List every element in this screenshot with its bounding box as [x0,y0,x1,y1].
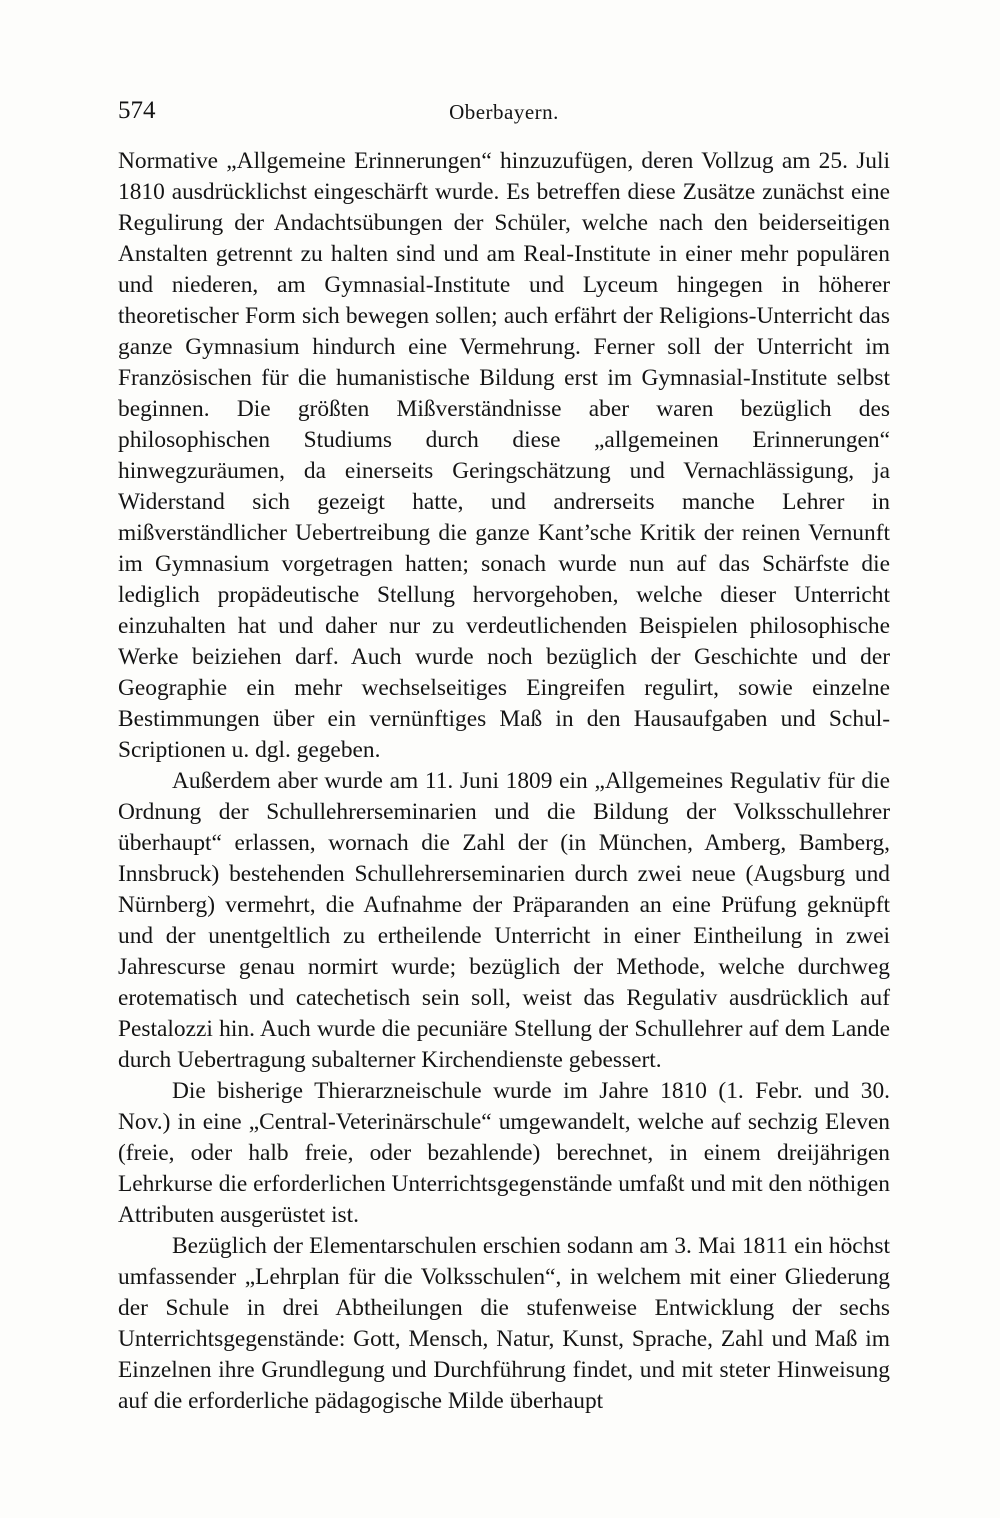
page-header-title: Oberbayern. [449,100,559,124]
page-number: 574 [118,97,156,124]
paragraph-regulativ: Außerdem aber wurde am 11. Juni 1809 ein „Allgemeines Regulativ für die Ordnung der Schullehrerseminarien und die Bildung der Volksschullehrer überhaupt“ erlassen, wornach die Zahl der (in München, Amberg, Bamberg, Innsbruck) bestehenden Schullehrerseminarien durch zwei neue (Augsburg und Nürnberg) vermehrt, die Aufnahme der Präparanden an eine Prüfung geknüpft und der unentgeltlich zu ertheilende Unterricht in einer Eintheilung in zwei Jahrescurse genau normirt wurde; bezüglich der Methode, welche durchweg erotematisch und catechetisch sein soll, weist das Regulativ ausdrücklich auf Pestalozzi hin. Auch wurde die pecuniäre Stellung der Schullehrer auf dem Lande durch Uebertragung subalterner Kirchendienste gebessert. [118,768,890,1073]
paragraph-continuation: Normative „Allgemeine Erinnerungen“ hinzuzufügen, deren Vollzug am 25. Juli 1810 ausdrücklichst eingeschärft wurde. Es betreffen diese Zusätze zunächst eine Regulirung der Andachtsübungen der Schüler, welche nach den beiderseitigen Anstalten getrennt zu halten sind und am Real-Institute in einer mehr populären und niederen, am Gymnasial-Institute und Lyceum hingegen in höherer theoretischer Form sich bewegen sollen; auch erfährt der Religions-Unterricht das ganze Gymnasium hindurch eine Vermehrung. Ferner soll der Unterricht im Französischen für die humanistische Bildung erst im Gymnasial-Institute selbst beginnen. Die größten Mißverständnisse aber waren bezüglich des philosophischen Studiums durch diese „allgemeinen Erinnerungen“ hinwegzuräumen, da einerseits Geringschätzung und Vernachlässigung, ja Widerstand sich gezeigt hatte, und andrerseits manche Lehrer in mißverständlicher Uebertreibung die ganze Kant’sche Kritik der reinen Vernunft im Gymnasium vorgetragen hatten; sonach wurde nun auf das Schärfste die lediglich propädeutische Stellung hervorgehoben, welche dieser Unterricht einzuhalten hat und daher nur zu verdeutlichenden Beispielen philosophische Werke beiziehen darf. Auch wurde noch bezüglich der Geschichte und der Geographie ein mehr wechselseitiges Eingreifen regulirt, sowie einzelne Bestimmungen über ein vernünftiges Maß in den Hausaufgaben und Schul-Scriptionen u. dgl. gegeben. [118,148,890,763]
paragraph-veterinaerschule: Die bisherige Thierarzneischule wurde im Jahre 1810 (1. Febr. und 30. Nov.) in eine „Central-Veterinärschule“ umgewandelt, welche auf sechzig Eleven (freie, oder halb freie, oder bezahlende) berechnet, in einem dreijährigen Lehrkurse die erforderlichen Unterrichtsgegenstände umfaßt und mit den nöthigen Attributen ausgerüstet ist. [118,1078,890,1228]
body-text [118,146,890,1417]
paragraph-lehrplan: Bezüglich der Elementarschulen erschien sodann am 3. Mai 1811 ein höchst umfassender „Lehrplan für die Volksschulen“, in welchem mit einer Gliederung der Schule in drei Abtheilungen die stufenweise Entwicklung der sechs Unterrichtsgegenstände: Gott, Mensch, Natur, Kunst, Sprache, Zahl und Maß im Einzelnen ihre Grundlegung und Durchführung findet, und mit steter Hinweisung auf die erforderliche pädagogische Milde überhaupt [118,1233,890,1414]
running-head [118,96,890,130]
